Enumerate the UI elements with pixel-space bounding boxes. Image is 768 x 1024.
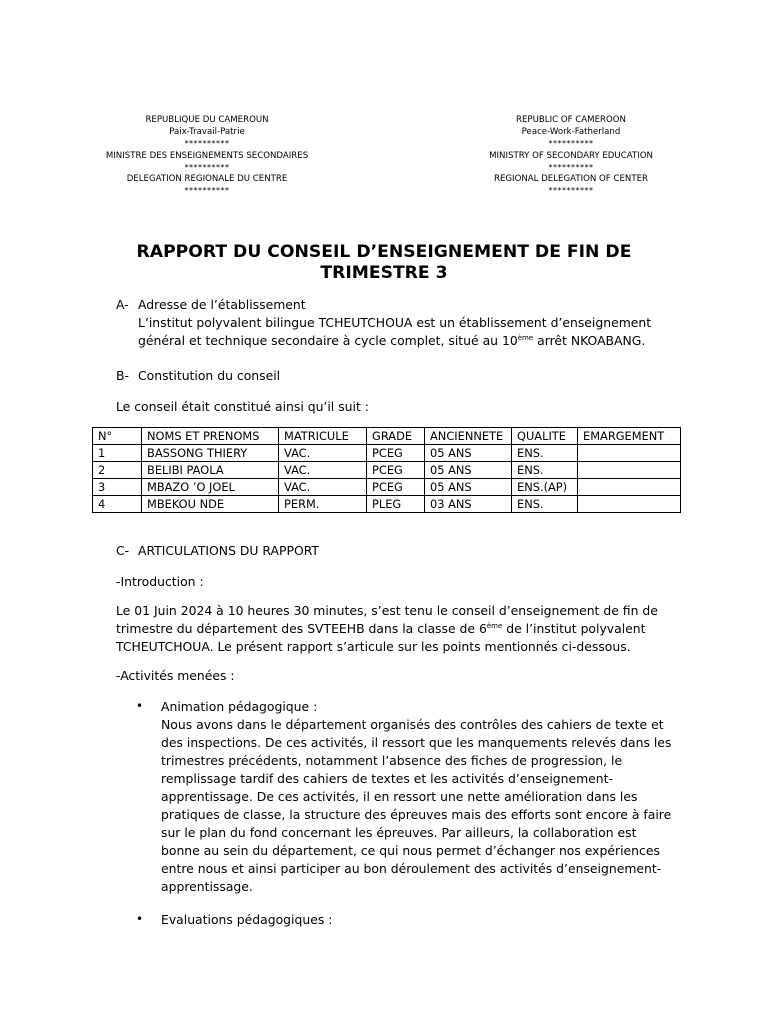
section-a-line-1: L’institut polyvalent bilingue TCHEUTCHOUA est un établissement d’enseignement xyxy=(138,315,652,330)
document-title xyxy=(60,242,708,284)
table-cell: ENS. xyxy=(512,445,578,462)
table-cell: 05 ANS xyxy=(425,445,512,462)
bullet-1-line: sur le plan du fond concernant les épreuves. Par ailleurs, la collaboration est xyxy=(161,825,637,840)
council-table xyxy=(92,427,681,513)
table-cell: PCEG xyxy=(367,479,425,496)
table-cell: MBEKOU NDE xyxy=(142,496,279,513)
table-cell: VAC. xyxy=(279,445,367,462)
table-row xyxy=(93,462,681,479)
introduction-line-2-main: trimestre du département des SVTEEHB dans la classe de 6 xyxy=(116,621,487,636)
table-cell-signature xyxy=(578,479,681,496)
table-cell: PLEG xyxy=(367,496,425,513)
table-cell: ENS. xyxy=(512,462,578,479)
introduction-line-3: TCHEUTCHOUA. Le présent rapport s’articule sur les points mentionnés ci-dessous. xyxy=(116,639,631,654)
table-cell: MBAZO ’O JOEL xyxy=(142,479,279,496)
bullet-1-line: des inspections. De ces activités, il ressort que les manquements relevés dans les xyxy=(161,735,672,750)
table-cell: 05 ANS xyxy=(425,479,512,496)
table-cell: ENS. xyxy=(512,496,578,513)
section-c-letter: C- xyxy=(116,543,130,558)
table-cell-signature xyxy=(578,462,681,479)
section-a-heading: Adresse de l’établissement xyxy=(138,297,306,312)
header-left-delegation: DELEGATION REGIONALE DU CENTRE xyxy=(126,174,288,184)
introduction-paragraph xyxy=(116,602,676,656)
table-cell: 3 xyxy=(93,479,142,496)
introduction-line-2 xyxy=(116,620,676,638)
section-a-line-2-sup: ème xyxy=(517,334,534,342)
table-cell: 05 ANS xyxy=(425,462,512,479)
header-right xyxy=(421,114,721,197)
bullet-1-line: bonne au sein du département, ce qui nous permet d’échanger nos expériences xyxy=(161,843,660,858)
table-cell: PCEG xyxy=(367,462,425,479)
bullet-1-line: entre nous et ainsi participer au bon déroulement des activités d’enseignement- xyxy=(161,861,662,876)
table-row xyxy=(93,445,681,462)
table-header-cell: EMARGEMENT xyxy=(578,428,681,445)
section-a-text xyxy=(138,314,698,350)
table-header-cell: QUALITE xyxy=(512,428,578,445)
bullet-1-line: pratiques de classe, la structure des épreuves mais des efforts sont encore à faire xyxy=(161,807,672,822)
table-cell: PCEG xyxy=(367,445,425,462)
header-right-motto: Peace-Work-Fatherland xyxy=(521,127,621,137)
bullet-1-title: Animation pédagogique : xyxy=(161,699,318,714)
header-left-stars-3: ********** xyxy=(184,186,230,195)
table-header-cell: ANCIENNETE xyxy=(425,428,512,445)
table-header-row xyxy=(93,428,681,445)
bullet-1-line: remplissage tardif des cahiers de textes et les activités d’enseignement- xyxy=(161,771,613,786)
table-cell-signature xyxy=(578,496,681,513)
header-right-ministry: MINISTRY OF SECONDARY EDUCATION xyxy=(489,150,653,161)
introduction-line-2-end: de l’institut polyvalent xyxy=(502,621,646,636)
table-header-cell: MATRICULE xyxy=(279,428,367,445)
table-header-cell: GRADE xyxy=(367,428,425,445)
document-title-line-2: TRIMESTRE 3 xyxy=(320,263,448,283)
section-a-letter: A- xyxy=(116,297,129,312)
table-cell: BELIBI PAOLA xyxy=(142,462,279,479)
table-cell: 1 xyxy=(93,445,142,462)
bullet-1-line: trimestres précédents, notamment l’absence des fiches de progression, le xyxy=(161,753,623,768)
table-header-cell: NOMS ET PRENOMS xyxy=(142,428,279,445)
bullet-icon: • xyxy=(136,912,144,926)
table-cell: ENS.(AP) xyxy=(512,479,578,496)
header-left-motto: Paix-Travail-Patrie xyxy=(169,127,245,137)
section-a-line-2-end: arrêt NKOABANG. xyxy=(533,333,646,348)
activities-label: -Activités menées : xyxy=(116,668,235,683)
header-right-delegation: REGIONAL DELEGATION OF CENTER xyxy=(494,174,648,184)
section-b-intro: Le conseil était constitué ainsi qu’il suit : xyxy=(116,399,369,414)
table-header-cell: N° xyxy=(93,428,142,445)
table-cell: PERM. xyxy=(279,496,367,513)
header-left-stars-2: ********** xyxy=(184,162,230,172)
header-right-stars-2: ********** xyxy=(548,162,594,172)
bullet-icon: • xyxy=(136,699,144,713)
table-row xyxy=(93,496,681,513)
table-cell: VAC. xyxy=(279,479,367,496)
header-right-stars-3: ********** xyxy=(548,186,594,195)
table-cell: 4 xyxy=(93,496,142,513)
bullet-evaluations-pedagogiques: Evaluations pédagogiques : xyxy=(161,912,333,927)
bullet-animation-pedagogique xyxy=(161,698,681,896)
document-title-line-1: RAPPORT DU CONSEIL D’ENSEIGNEMENT DE FIN DE xyxy=(136,242,632,262)
header-left-country: REPUBLIQUE DU CAMEROUN xyxy=(145,115,269,125)
section-b-letter: B- xyxy=(116,368,129,383)
bullet-1-line: apprentissage. xyxy=(161,879,253,894)
section-b-heading: Constitution du conseil xyxy=(138,368,281,383)
table-cell: VAC. xyxy=(279,462,367,479)
header-left-ministry: MINISTRE DES ENSEIGNEMENTS SECONDAIRES xyxy=(105,150,309,161)
table-cell: BASSONG THIERY xyxy=(142,445,279,462)
header-right-country: REPUBLIC OF CAMEROON xyxy=(516,115,626,125)
introduction-line-2-sup: ème xyxy=(486,622,503,630)
table-row xyxy=(93,479,681,496)
table-cell-signature xyxy=(578,445,681,462)
section-c-heading: ARTICULATIONS DU RAPPORT xyxy=(138,543,319,558)
introduction-label: -Introduction : xyxy=(116,574,204,589)
header-left-stars: ********** xyxy=(184,139,230,148)
table-cell: 03 ANS xyxy=(425,496,512,513)
introduction-line-1: Le 01 Juin 2024 à 10 heures 30 minutes, s’est tenu le conseil d’enseignement de fin de xyxy=(116,603,658,618)
header-left xyxy=(57,114,357,197)
header-right-stars: ********** xyxy=(548,139,594,148)
section-a-line-2 xyxy=(138,332,698,350)
section-a-line-2-main: général et technique secondaire à cycle complet, situé au 10 xyxy=(138,333,518,348)
bullet-1-line: Nous avons dans le département organisés des contrôles des cahiers de texte et xyxy=(161,717,664,732)
bullet-1-line: apprentissage. De ces activités, il en ressort une nette amélioration dans les xyxy=(161,789,638,804)
table-cell: 2 xyxy=(93,462,142,479)
